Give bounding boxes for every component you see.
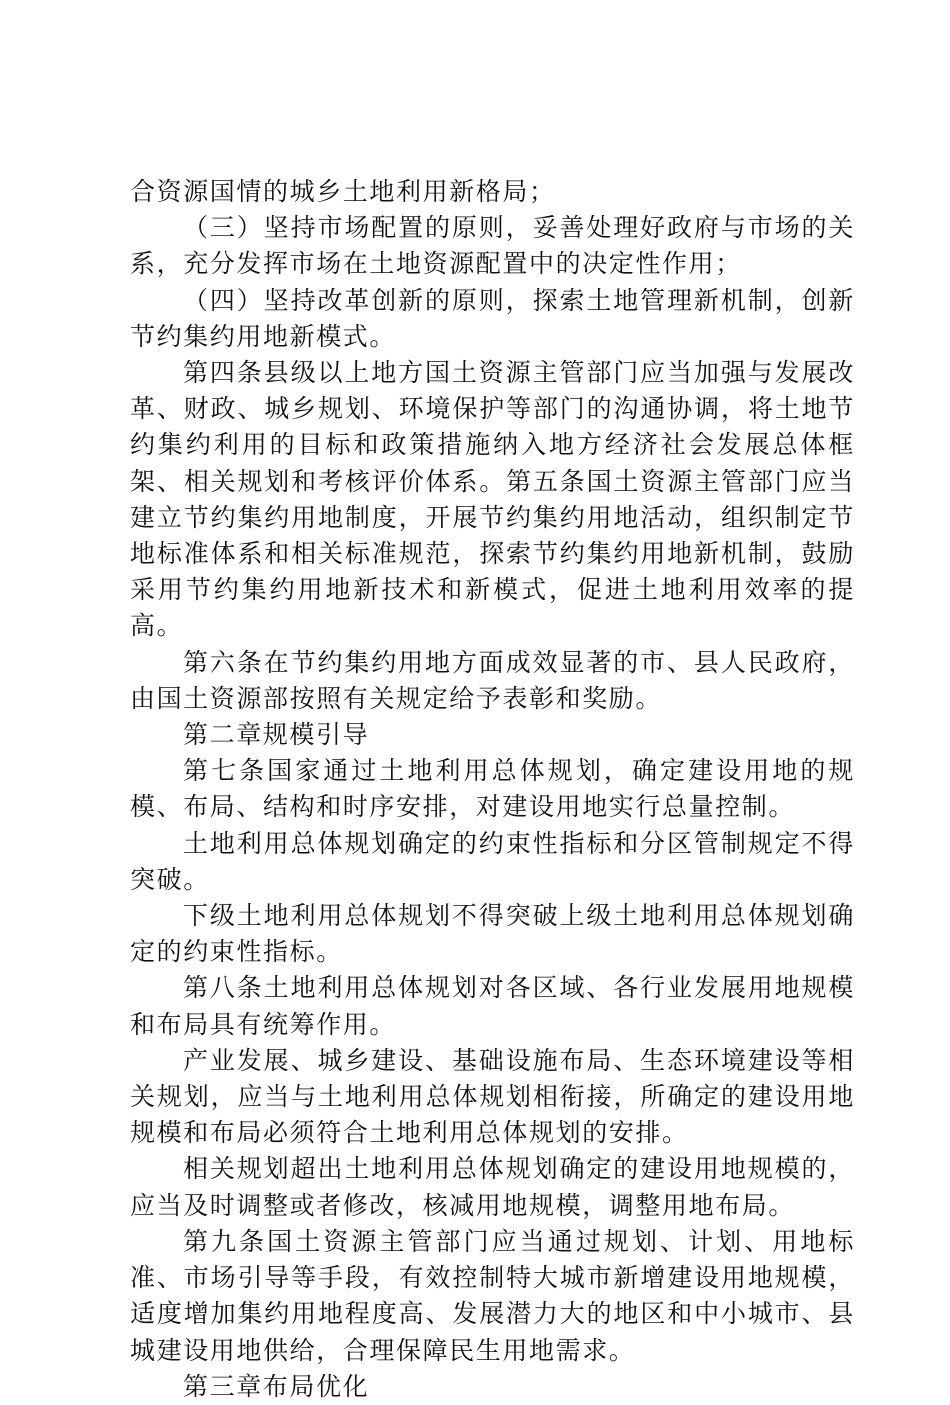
paragraph-plan-adjustment: 相关规划超出土地利用总体规划确定的建设用地规模的，应当及时调整或者修改，核减用地规模，调整用地布局。 (130, 1154, 855, 1220)
document-body (130, 174, 855, 1405)
paragraph-article-9: 第九条国土资源主管部门应当通过规划、计划、用地标准、市场引导等手段，有效控制特大城市新增建设用地规模，适度增加集约用地程度高、发展潜力大的地区和中小城市、县城建设用地供给，合理保障民生用地需求。 (130, 1226, 855, 1365)
paragraph-continuation: 合资源国情的城乡土地利用新格局； (130, 177, 556, 206)
paragraph-lower-level-plan: 下级土地利用总体规划不得突破上级土地利用总体规划确定的约束性指标。 (130, 901, 855, 967)
paragraph-related-plans: 产业发展、城乡建设、基础设施布局、生态环境建设等相关规划，应当与土地利用总体规划相衔接，所确定的建设用地规模和布局必须符合土地利用总体规划的安排。 (130, 1045, 855, 1148)
paragraph-principle-4: （四）坚持改革创新的原则，探索土地管理新机制，创新节约集约用地新模式。 (130, 285, 855, 351)
paragraph-article-4-5: 第四条县级以上地方国土资源主管部门应当加强与发展改革、财政、城乡规划、环境保护等部门的沟通协调，将土地节约集约利用的目标和政策措施纳入地方经济社会发展总体框架、相关规划和考核评价体系。第五条国土资源主管部门应当建立节约集约用地制度，开展节约集约用地活动，组织制定节地标准体系和相关标准规范，探索节约集约用地新机制，鼓励采用节约集约用地新技术和新模式，促进土地利用效率的提高。 (130, 358, 855, 641)
paragraph-article-6: 第六条在节约集约用地方面成效显著的市、县人民政府，由国土资源部按照有关规定给予表彰和奖励。 (130, 647, 855, 713)
chapter-3-heading: 第三章布局优化 (183, 1371, 370, 1401)
paragraph-principle-3: （三）坚持市场配置的原则，妥善处理好政府与市场的关系，充分发挥市场在土地资源配置中的决定性作用； (130, 213, 855, 279)
paragraph-article-8: 第八条土地利用总体规划对各区域、各行业发展用地规模和布局具有统筹作用。 (130, 973, 855, 1039)
paragraph-article-7: 第七条国家通过土地利用总体规划，确定建设用地的规模、布局、结构和时序安排，对建设用地实行总量控制。 (130, 756, 855, 822)
chapter-2-heading: 第二章规模引导 (183, 720, 370, 750)
paragraph-constraint-indicators: 土地利用总体规划确定的约束性指标和分区管制规定不得突破。 (130, 828, 855, 894)
